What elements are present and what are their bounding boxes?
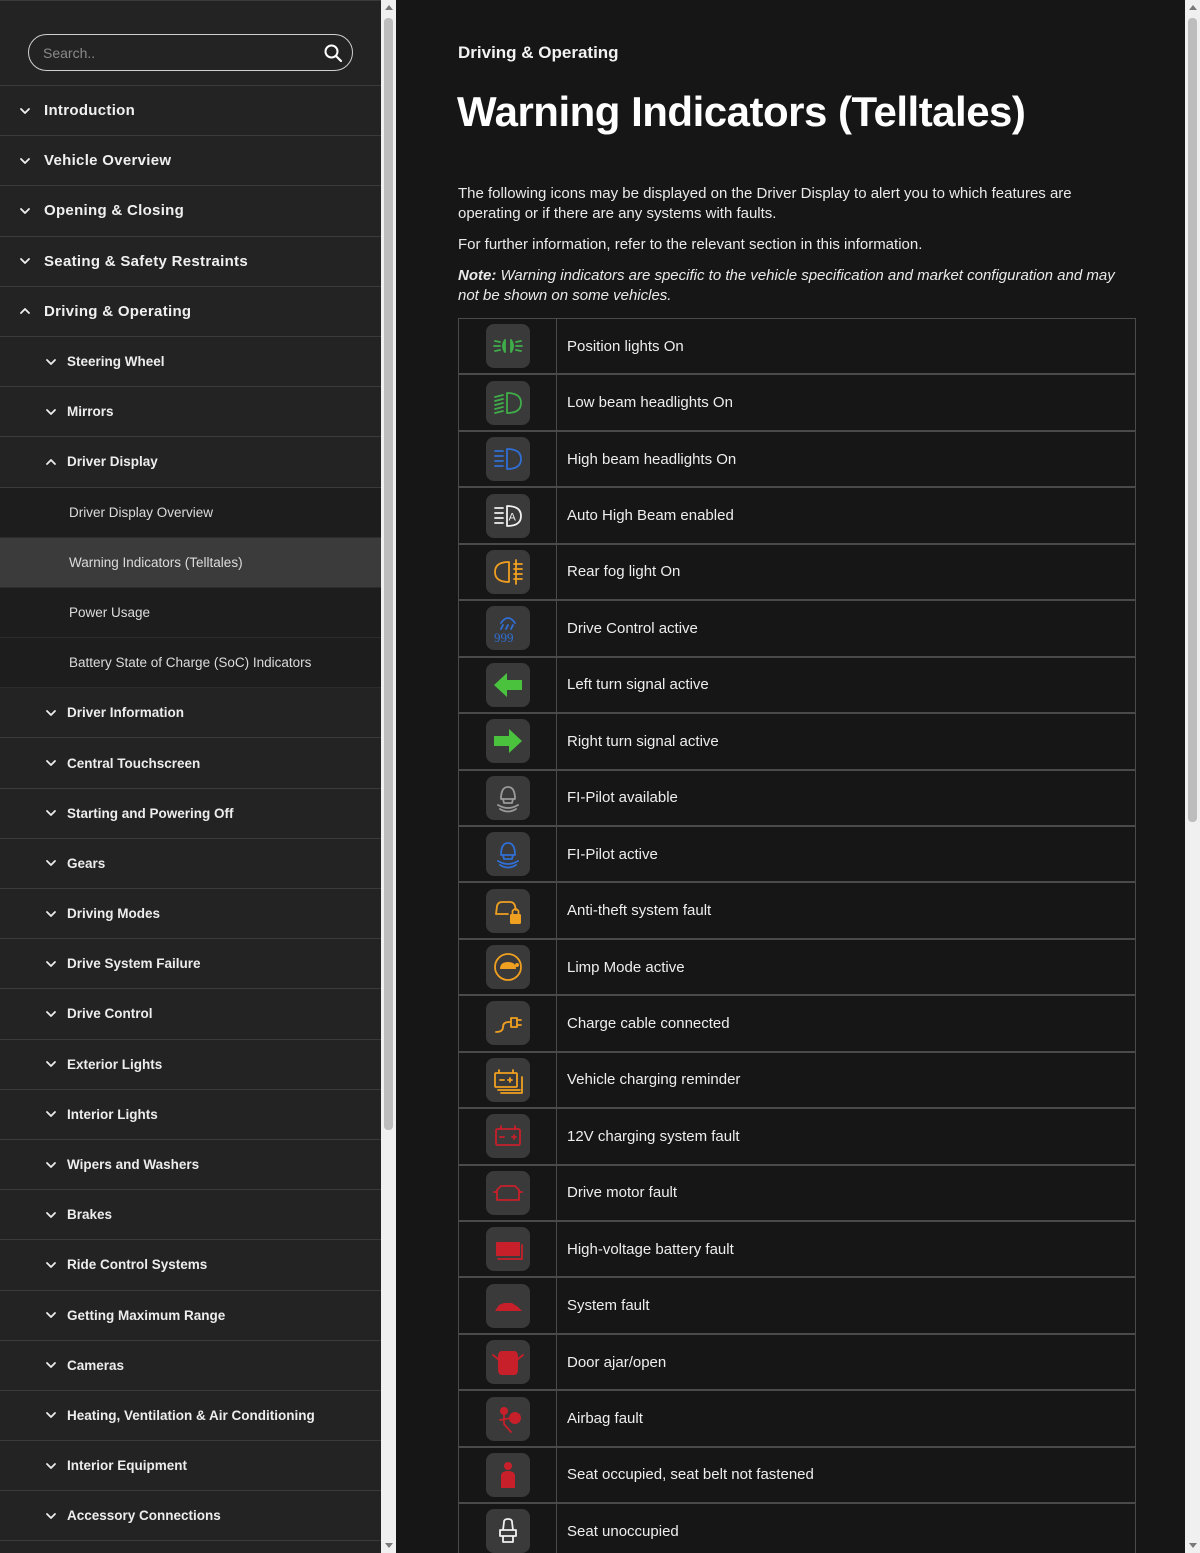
chevron-down-icon bbox=[45, 1510, 57, 1522]
chevron-up-icon bbox=[45, 456, 57, 468]
indicator-description: 12V charging system fault bbox=[567, 1127, 740, 1145]
table-row bbox=[458, 1335, 1136, 1391]
chevron-down-icon bbox=[45, 1108, 57, 1120]
telltale-badge bbox=[486, 381, 530, 425]
nav-item-label: Opening & Closing bbox=[44, 202, 185, 220]
indicator-description: Drive motor fault bbox=[567, 1184, 678, 1202]
nav-subitem-mirrors[interactable] bbox=[0, 387, 381, 437]
battery-12v-icon bbox=[491, 1119, 525, 1153]
table-row bbox=[458, 714, 1136, 770]
nav-leaf-battery-state-of-charge-soc-indicators[interactable] bbox=[0, 638, 381, 688]
sidebar-scrollbar[interactable] bbox=[381, 0, 396, 1553]
sidebar-scroll-thumb[interactable] bbox=[384, 18, 393, 1130]
telltale-badge bbox=[486, 606, 530, 650]
icon-cell bbox=[459, 319, 557, 373]
icon-cell bbox=[459, 1053, 557, 1107]
indicator-description: System fault bbox=[567, 1297, 650, 1315]
anti-theft-icon bbox=[491, 894, 525, 928]
indicator-description: FI-Pilot available bbox=[567, 789, 678, 807]
indicator-description: Seat unoccupied bbox=[567, 1522, 679, 1540]
indicator-description: Low beam headlights On bbox=[567, 394, 733, 412]
indicator-description: Charge cable connected bbox=[567, 1014, 730, 1032]
svg-text:999: 999 bbox=[493, 630, 513, 646]
chevron-down-icon bbox=[19, 155, 31, 167]
nav-item-label: Introduction bbox=[44, 102, 136, 120]
nav-subitem-label: Getting Maximum Range bbox=[67, 1307, 226, 1323]
nav-subitem-getting-maximum-range[interactable] bbox=[0, 1291, 381, 1341]
icon-cell bbox=[459, 545, 557, 599]
chevron-down-icon bbox=[45, 406, 57, 418]
table-row bbox=[458, 771, 1136, 827]
nav-leaf-label: Driver Display Overview bbox=[69, 504, 214, 520]
nav-leaf-label: Warning Indicators (Telltales) bbox=[69, 554, 243, 570]
airbag-icon bbox=[491, 1402, 525, 1436]
table-row bbox=[458, 319, 1136, 375]
auto-high-beam-icon bbox=[491, 499, 525, 533]
hv-battery-icon bbox=[491, 1232, 525, 1266]
right-turn-icon bbox=[491, 724, 525, 758]
nav-leaf-warning-indicators-telltales[interactable] bbox=[0, 538, 381, 588]
nav-subitem-label: Drive Control bbox=[67, 1006, 153, 1022]
chevron-down-icon bbox=[45, 1008, 57, 1020]
chevron-down-icon bbox=[45, 1159, 57, 1171]
scroll-up-arrow-icon[interactable] bbox=[1189, 5, 1197, 10]
nav-subitem-label: Driver Display bbox=[67, 454, 158, 470]
nav-subitem-steering-wheel[interactable] bbox=[0, 337, 381, 387]
telltale-badge bbox=[486, 550, 530, 594]
icon-cell bbox=[459, 1448, 557, 1502]
indicator-description: Seat occupied, seat belt not fastened bbox=[567, 1466, 814, 1484]
indicator-description: High-voltage battery fault bbox=[567, 1240, 734, 1258]
nav-subitem-heating-ventilation-air-conditioning[interactable] bbox=[0, 1391, 381, 1441]
chevron-down-icon bbox=[45, 958, 57, 970]
nav-subitem-accessory-connections[interactable] bbox=[0, 1491, 381, 1541]
table-row bbox=[458, 658, 1136, 714]
main-content bbox=[396, 0, 1185, 1553]
nav-leaf-driver-display-overview[interactable] bbox=[0, 488, 381, 538]
nav-item-opening-closing[interactable] bbox=[0, 186, 381, 236]
note-text: Warning indicators are specific to the vehicle specification and market configuration and may not be shown on some vehicles. bbox=[458, 267, 1115, 304]
nav-subitem-label: Central Touchscreen bbox=[67, 755, 201, 771]
charging-reminder-icon bbox=[491, 1063, 525, 1097]
table-row bbox=[458, 432, 1136, 488]
chevron-down-icon bbox=[45, 1460, 57, 1472]
telltale-badge bbox=[486, 1227, 530, 1271]
nav-subitem-label: Steering Wheel bbox=[67, 354, 165, 370]
page-title: Warning Indicators (Telltales) bbox=[457, 88, 1026, 135]
indicator-description: Position lights On bbox=[567, 337, 684, 355]
telltale-badge bbox=[486, 437, 530, 481]
limp-mode-icon bbox=[491, 950, 525, 984]
nav-item-introduction[interactable] bbox=[0, 86, 381, 136]
icon-cell bbox=[459, 1391, 557, 1445]
note-label: Note: bbox=[458, 267, 497, 284]
telltale-badge bbox=[486, 1114, 530, 1158]
icon-cell bbox=[459, 488, 557, 542]
nav-subitem-label: Gears bbox=[67, 855, 106, 871]
chevron-down-icon bbox=[19, 105, 31, 117]
seat-unoccupied-icon bbox=[491, 1514, 525, 1548]
telltale-badge bbox=[486, 1284, 530, 1328]
search-icon[interactable] bbox=[323, 43, 343, 63]
icon-cell bbox=[459, 771, 557, 825]
nav-item-vehicle-overview[interactable] bbox=[0, 136, 381, 186]
telltale-badge bbox=[486, 1397, 530, 1441]
telltale-badge bbox=[486, 776, 530, 820]
table-row bbox=[458, 996, 1136, 1052]
nav-subitem-label: Accessory Connections bbox=[67, 1508, 221, 1524]
indicator-description: Left turn signal active bbox=[567, 676, 709, 694]
chevron-down-icon bbox=[45, 1058, 57, 1070]
table-row bbox=[458, 601, 1136, 657]
icon-cell bbox=[459, 1166, 557, 1220]
nav-subitem-label: Cameras bbox=[67, 1357, 125, 1373]
table-row bbox=[458, 1222, 1136, 1278]
seat-belt-icon bbox=[491, 1458, 525, 1492]
icon-cell bbox=[459, 658, 557, 712]
table-row bbox=[458, 1053, 1136, 1109]
table-row bbox=[458, 1391, 1136, 1447]
chevron-down-icon bbox=[45, 1309, 57, 1321]
table-row bbox=[458, 883, 1136, 939]
scroll-up-arrow-icon[interactable] bbox=[385, 5, 393, 10]
chevron-down-icon bbox=[19, 255, 31, 267]
chevron-down-icon bbox=[45, 707, 57, 719]
indicator-description: Airbag fault bbox=[567, 1410, 643, 1428]
chevron-down-icon bbox=[45, 1409, 57, 1421]
icon-cell bbox=[459, 1335, 557, 1389]
note-paragraph bbox=[458, 266, 1128, 305]
icon-cell bbox=[459, 432, 557, 486]
indicator-description: FI-Pilot active bbox=[567, 845, 658, 863]
nav-item-label: Vehicle Overview bbox=[44, 152, 172, 170]
indicator-description: Rear fog light On bbox=[567, 563, 681, 581]
icon-cell bbox=[459, 1278, 557, 1332]
svg-text:A: A bbox=[508, 511, 516, 524]
intro-paragraph: The following icons may be displayed on the Driver Display to alert you to which features are operating or if there are any systems with faults. bbox=[458, 185, 1072, 222]
low-beam-icon bbox=[491, 386, 525, 420]
nav-subitem-label: Interior Lights bbox=[67, 1106, 158, 1122]
nav-subitem-cameras[interactable] bbox=[0, 1341, 381, 1391]
table-row bbox=[458, 488, 1136, 544]
nav-subitem-label: Starting and Powering Off bbox=[67, 805, 234, 821]
icon-cell bbox=[459, 1504, 557, 1553]
telltale-badge bbox=[486, 1001, 530, 1045]
charge-cable-icon bbox=[491, 1006, 525, 1040]
nav-subitem-interior-lights[interactable] bbox=[0, 1090, 381, 1140]
nav-subitem-label: Driver Information bbox=[67, 705, 185, 721]
nav-subitem-drive-control[interactable] bbox=[0, 989, 381, 1039]
nav-list bbox=[0, 86, 381, 1541]
system-fault-icon bbox=[491, 1289, 525, 1323]
table-row bbox=[458, 827, 1136, 883]
nav-subitem-central-touchscreen[interactable] bbox=[0, 738, 381, 788]
telltale-badge bbox=[486, 1340, 530, 1384]
table-row bbox=[458, 1278, 1136, 1334]
further-info-paragraph: For further information, refer to the relevant section in this information. bbox=[458, 236, 923, 253]
icon-cell bbox=[459, 827, 557, 881]
fi-pilot-icon bbox=[491, 781, 525, 815]
nav-subitem-starting-and-powering-off[interactable] bbox=[0, 789, 381, 839]
chevron-down-icon bbox=[45, 807, 57, 819]
chevron-down-icon bbox=[45, 1259, 57, 1271]
chevron-down-icon bbox=[45, 908, 57, 920]
drive-motor-icon bbox=[491, 1176, 525, 1210]
icon-cell bbox=[459, 601, 557, 655]
chevron-down-icon bbox=[45, 1209, 57, 1221]
nav-item-label: Driving & Operating bbox=[44, 302, 192, 320]
search-input[interactable] bbox=[43, 35, 313, 70]
door-ajar-icon bbox=[491, 1345, 525, 1379]
table-row bbox=[458, 1504, 1136, 1553]
indicators-table bbox=[458, 318, 1136, 1553]
chevron-down-icon bbox=[45, 356, 57, 368]
telltale-badge bbox=[486, 832, 530, 876]
table-row bbox=[458, 940, 1136, 996]
nav-subitem-ride-control-systems[interactable] bbox=[0, 1240, 381, 1290]
icon-cell bbox=[459, 714, 557, 768]
sidebar-nav bbox=[0, 0, 381, 1553]
icon-cell bbox=[459, 996, 557, 1050]
nav-subitem-label: Brakes bbox=[67, 1207, 113, 1223]
telltale-badge bbox=[486, 1171, 530, 1215]
nav-leaf-label: Power Usage bbox=[69, 604, 151, 620]
nav-leaf-label: Battery State of Charge (SoC) Indicators bbox=[69, 655, 312, 671]
icon-cell bbox=[459, 1109, 557, 1163]
icon-cell bbox=[459, 1222, 557, 1276]
rear-fog-icon bbox=[491, 555, 525, 589]
nav-leaf-power-usage[interactable] bbox=[0, 588, 381, 638]
nav-subitem-gears[interactable] bbox=[0, 839, 381, 889]
telltale-badge bbox=[486, 1058, 530, 1102]
nav-subitem-label: Drive System Failure bbox=[67, 956, 201, 972]
indicator-description: Right turn signal active bbox=[567, 732, 719, 750]
table-row bbox=[458, 375, 1136, 431]
indicator-description: Auto High Beam enabled bbox=[567, 507, 734, 525]
icon-cell bbox=[459, 940, 557, 994]
search-box bbox=[28, 34, 353, 71]
nav-subitem-label: Ride Control Systems bbox=[67, 1257, 208, 1273]
indicator-description: Limp Mode active bbox=[567, 958, 685, 976]
chevron-down-icon bbox=[45, 1359, 57, 1371]
left-turn-icon bbox=[491, 668, 525, 702]
nav-subitem-label: Interior Equipment bbox=[67, 1458, 188, 1474]
nav-item-driving-operating[interactable] bbox=[0, 287, 381, 337]
scroll-down-arrow-icon[interactable] bbox=[1189, 1543, 1197, 1548]
table-row bbox=[458, 1109, 1136, 1165]
telltale-badge bbox=[486, 945, 530, 989]
nav-item-label: Seating & Safety Restraints bbox=[44, 252, 248, 270]
icon-cell bbox=[459, 375, 557, 429]
nav-subitem-label: Heating, Ventilation & Air Conditioning bbox=[67, 1407, 315, 1423]
high-beam-icon bbox=[491, 442, 525, 476]
fi-pilot-active-icon bbox=[491, 837, 525, 871]
telltale-badge bbox=[486, 889, 530, 933]
telltale-badge bbox=[486, 494, 530, 538]
table-row bbox=[458, 1448, 1136, 1504]
chevron-down-icon bbox=[45, 857, 57, 869]
nav-item-seating-safety-restraints[interactable] bbox=[0, 237, 381, 287]
nav-subitem-drive-system-failure[interactable] bbox=[0, 939, 381, 989]
indicator-description: High beam headlights On bbox=[567, 450, 737, 468]
telltale-badge bbox=[486, 1453, 530, 1497]
scroll-down-arrow-icon[interactable] bbox=[385, 1543, 393, 1548]
nav-subitem-wipers-and-washers[interactable] bbox=[0, 1140, 381, 1190]
telltale-badge bbox=[486, 663, 530, 707]
telltale-badge bbox=[486, 719, 530, 763]
nav-subitem-driver-display[interactable] bbox=[0, 437, 381, 487]
page-scrollbar[interactable] bbox=[1185, 0, 1200, 1553]
nav-subitem-label: Wipers and Washers bbox=[67, 1157, 200, 1173]
search-area bbox=[0, 0, 381, 86]
indicator-description: Drive Control active bbox=[567, 619, 698, 637]
nav-subitem-exterior-lights[interactable] bbox=[0, 1040, 381, 1090]
indicator-description: Anti-theft system fault bbox=[567, 902, 712, 920]
telltale-badge bbox=[486, 324, 530, 368]
indicator-description: Vehicle charging reminder bbox=[567, 1071, 741, 1089]
nav-subitem-label: Exterior Lights bbox=[67, 1056, 163, 1072]
indicator-description: Door ajar/open bbox=[567, 1353, 667, 1371]
nav-subitem-interior-equipment[interactable] bbox=[0, 1441, 381, 1491]
table-row bbox=[458, 545, 1136, 601]
nav-subitem-label: Mirrors bbox=[67, 404, 114, 420]
page-scroll-thumb[interactable] bbox=[1188, 18, 1197, 822]
drive-control-icon bbox=[491, 611, 525, 645]
chevron-down-icon bbox=[19, 205, 31, 217]
nav-subitem-label: Driving Modes bbox=[67, 906, 161, 922]
telltale-badge bbox=[486, 1509, 530, 1553]
nav-subitem-driving-modes[interactable] bbox=[0, 889, 381, 939]
breadcrumb[interactable]: Driving & Operating bbox=[458, 43, 619, 62]
nav-subitem-driver-information[interactable] bbox=[0, 688, 381, 738]
chevron-up-icon bbox=[19, 305, 31, 317]
nav-subitem-brakes[interactable] bbox=[0, 1190, 381, 1240]
chevron-down-icon bbox=[45, 757, 57, 769]
table-row bbox=[458, 1166, 1136, 1222]
icon-cell bbox=[459, 883, 557, 937]
position-lights-icon bbox=[491, 329, 525, 363]
